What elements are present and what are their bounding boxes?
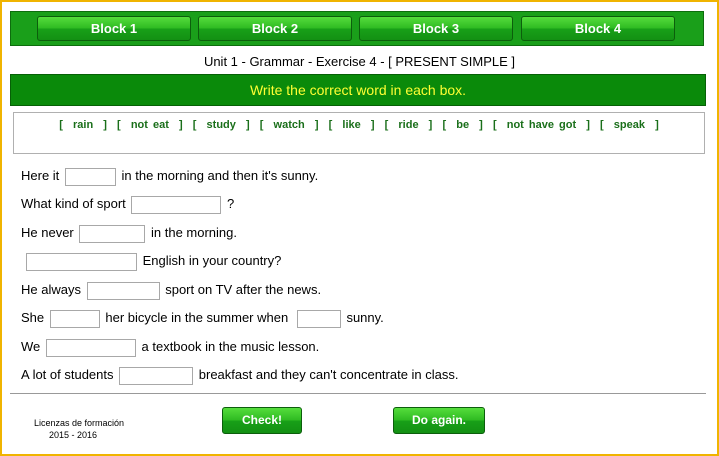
answer-4-input[interactable] xyxy=(26,253,137,271)
footer-divider xyxy=(10,393,706,394)
sentence-4 xyxy=(24,251,281,271)
sentence-4-post: English in your country? xyxy=(142,253,282,268)
sentence-8-pre: A lot of students xyxy=(21,367,114,382)
sentence-8 xyxy=(21,365,459,385)
credits-line-1: Licenzas de formación xyxy=(34,418,125,428)
answer-7-input[interactable] xyxy=(46,339,136,357)
sentence-3-post: in the morning. xyxy=(151,225,237,240)
sentence-2-pre: What kind of sport xyxy=(21,196,126,211)
credits xyxy=(34,417,124,441)
sentence-6 xyxy=(21,308,384,328)
sentence-6-pre: She xyxy=(21,310,45,325)
sentence-5-post: sport on TV after the news. xyxy=(165,282,322,297)
word-bank xyxy=(13,112,705,154)
sentence-1 xyxy=(21,166,318,186)
answer-6a-input[interactable] xyxy=(50,310,100,328)
answer-1-input[interactable] xyxy=(65,168,116,186)
sentence-8-post: breakfast and they can't concentrate in class. xyxy=(198,367,459,382)
exercise-subtitle: Unit 1 - Grammar - Exercise 4 - [ PRESENT SIMPLE ] xyxy=(203,54,516,69)
sentence-7 xyxy=(21,337,319,357)
sentence-5 xyxy=(21,280,321,300)
block-3-button[interactable]: Block 3 xyxy=(359,16,513,41)
block-1-button[interactable]: Block 1 xyxy=(37,16,191,41)
sentence-6-mid: her bicycle in the summer when xyxy=(105,310,289,325)
answer-8-input[interactable] xyxy=(119,367,193,385)
sentence-5-pre: He always xyxy=(21,282,81,297)
credits-line-2: 2015 - 2016 xyxy=(49,430,98,440)
sentence-6-post: sunny. xyxy=(346,310,384,325)
sentence-1-pre: Here it xyxy=(21,168,60,183)
block-nav-bar xyxy=(10,11,704,46)
sentence-3-pre: He never xyxy=(21,225,74,240)
do-again-button[interactable]: Do again. xyxy=(393,407,485,434)
block-4-button[interactable]: Block 4 xyxy=(521,16,675,41)
word-bank-list: [ rain ] [ not eat ] [ study ] [ watch ] [ like ] [ ride ] [ be ] [ not have got ] [ speak ] xyxy=(59,119,659,131)
answer-5-input[interactable] xyxy=(87,282,160,300)
sentence-7-pre: We xyxy=(21,339,41,354)
answer-2-input[interactable] xyxy=(131,196,221,214)
answer-6b-input[interactable] xyxy=(297,310,341,328)
instruction-banner: Write the correct word in each box. xyxy=(10,74,706,106)
block-2-button[interactable]: Block 2 xyxy=(198,16,352,41)
answer-3-input[interactable] xyxy=(79,225,145,243)
sentence-3 xyxy=(21,223,237,243)
sentence-2 xyxy=(21,194,234,214)
sentence-7-post: a textbook in the music lesson. xyxy=(141,339,320,354)
check-button[interactable]: Check! xyxy=(222,407,302,434)
sentence-2-post: ? xyxy=(227,196,235,211)
sentence-1-post: in the morning and then it's sunny. xyxy=(121,168,319,183)
